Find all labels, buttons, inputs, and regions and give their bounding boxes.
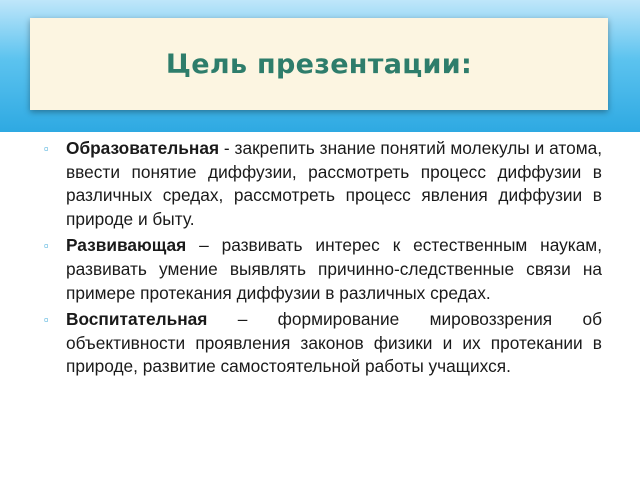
list-item-upbringing [44, 308, 602, 379]
bullet-icon: ▫ [44, 238, 49, 254]
item-term: Воспитательная [66, 309, 208, 330]
item-text: закрепить знание понятий молекулы и атома, ввести понятие диффузии, рассмотреть процесс диффузии в различных средах, рассмотреть процесс явления диффузии в природе и быту. [66, 138, 602, 229]
item-term: Развивающая [66, 235, 187, 256]
slide-content [44, 137, 602, 382]
item-text: формирование мировоззрения об объективности проявления законов физики и их протекании в природе, развитие самостоятельной работы учащихся. [66, 309, 602, 377]
item-separator: - [219, 138, 235, 158]
item-separator: – [207, 309, 278, 330]
bullet-icon: ▫ [44, 312, 49, 328]
bullet-icon: ▫ [44, 141, 49, 156]
item-text: развивать интерес к естественным наукам, развивать умение выявлять причинно-следственные связи на примере протекания диффузии в различных средах. [66, 235, 602, 303]
list-item-developmental [44, 234, 602, 305]
slide-title: Цель презентации: [165, 48, 473, 80]
item-separator: – [186, 235, 222, 256]
title-box [30, 18, 608, 110]
list-item-educational [44, 137, 602, 231]
item-term: Образовательная [66, 138, 220, 158]
